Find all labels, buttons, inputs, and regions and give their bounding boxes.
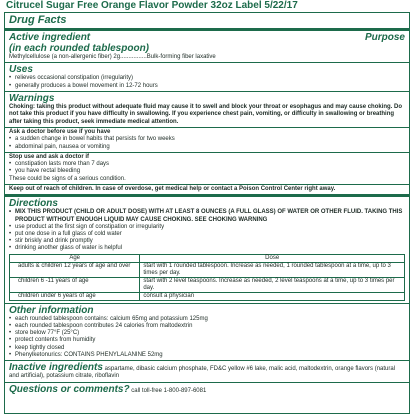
drug-facts-header — [5, 13, 409, 31]
table-header-age: Age — [10, 254, 140, 262]
uses-item: • generally produces a bowel movement in 12-72 hours — [9, 83, 405, 90]
active-ingredient-heading: Active ingredient — [9, 32, 91, 43]
age-cell: children 6 -11 years of age — [10, 277, 140, 292]
inactive-ingredients-section — [5, 361, 409, 383]
uses-section — [5, 63, 409, 91]
active-ingredient-sub: (in each rounded tablespoon) — [9, 43, 150, 54]
directions-section — [5, 197, 409, 303]
drug-facts-panel — [4, 12, 410, 414]
table-row — [10, 262, 405, 277]
age-cell: adults & children 12 years of age and over — [10, 262, 140, 277]
other-info-item: • Phenylketonurics: CONTAINS PHENYLALANINE 52mg — [9, 352, 405, 359]
dose-cell: start with 2 level teaspoons. Increase as needed, 2 level teaspoons at a time, up to 3 times per day. — [140, 277, 405, 292]
directions-item: • MIX THIS PRODUCT (CHILD OR ADULT DOSE) WITH AT LEAST 8 OUNCES (A FULL GLASS) OF WATER OR OTHER FLUID. TAKING THIS PRODUCT WITHOUT ENOUGH LIQUID MAY CAUSE CHOKING. SEE CHOKING WARNING — [9, 209, 405, 223]
inactive-ingredients-text: aspartame, dibasic calcium phosphate, FD&C yellow #6 lake, malic acid, maltodextrin, orange flavors (natural and artificial), potassium citrate, riboflavin — [9, 365, 396, 380]
ask-doctor-heading: Ask a doctor before use if you have — [9, 129, 111, 136]
drug-facts-heading: Drug Facts — [9, 14, 67, 26]
purpose-text: Bulk-forming fiber laxative — [146, 54, 216, 60]
active-ingredient-section — [5, 31, 409, 63]
ask-doctor-section — [5, 128, 409, 153]
ask-doctor-item: • a sudden change in bowel habits that persists for two weeks — [9, 136, 405, 143]
keep-out-section — [5, 185, 409, 197]
ask-doctor-item: • abdominal pain, nausea or vomiting — [9, 144, 405, 151]
directions-item: • use product at the first sign of constipation or irregularity — [9, 224, 405, 231]
other-info-section — [5, 304, 409, 361]
table-header-dose: Dose — [140, 254, 405, 262]
other-info-item: • each rounded tablespoon contributes 24 calories from maltodextrin — [9, 323, 405, 330]
stop-use-heading: Stop use and ask a doctor if — [9, 153, 90, 160]
directions-item: • drinking another glass of water is helpful — [9, 245, 405, 252]
purpose-heading: Purpose — [364, 32, 405, 43]
other-info-item: • store below 77°F (25°C) — [9, 330, 405, 337]
keep-out-warning: Keep out of reach of children. In case of overdose, get medical help or contact a Poison Control Center right away. — [9, 186, 336, 193]
stop-use-section — [5, 153, 409, 185]
directions-item: • put one dose in a full glass of cold water — [9, 231, 405, 238]
other-info-item: • each rounded tablespoon contains: calcium 65mg and potassium 125mg — [9, 316, 405, 323]
inactive-ingredients-heading: Inactive ingredients — [9, 361, 103, 373]
directions-heading: Directions — [9, 198, 58, 210]
page-title: Citrucel Sugar Free Orange Flavor Powder 32oz Label 5/22/17 — [6, 0, 298, 11]
stop-use-item: • you have rectal bleeding — [9, 168, 405, 175]
table-row — [10, 292, 405, 300]
other-info-item: • protect contents from humidity — [9, 337, 405, 344]
uses-item: • relieves occasional constipation (irregularity) — [9, 75, 405, 82]
questions-section — [5, 383, 409, 396]
dose-cell: consult a physician — [140, 292, 405, 300]
dosage-table — [9, 254, 405, 301]
warnings-section — [5, 92, 409, 128]
other-info-item: • keep tightly closed — [9, 345, 405, 352]
stop-use-item: • constipation lasts more than 7 days — [9, 161, 405, 168]
dose-cell: start with 1 rounded tablespoon. Increase as needed, 1 rounded tablespoon at a time, up to 3 times per day. — [140, 262, 405, 277]
leader-dots: ................ — [120, 54, 147, 60]
choking-warning: Choking: taking this product without adequate fluid may cause it to swell and block your throat or esophagus and may cause choking. Do not take this product if you have difficulty in swallowing. If you experience chest pain, vomiting, or difficulty in swallowing or breathing after taking this product, seek immediate medical attention. — [9, 103, 403, 125]
directions-item: • stir briskly and drink promptly — [9, 238, 405, 245]
other-info-heading: Other information — [9, 304, 94, 316]
warnings-heading: Warnings — [9, 92, 55, 104]
uses-heading: Uses — [9, 64, 33, 76]
stop-use-note: These could be signs of a serious condition. — [9, 175, 126, 182]
age-cell: children under 6 years of age — [10, 292, 140, 300]
questions-text: call toll-free 1-800-897-6081 — [131, 387, 207, 394]
questions-heading: Questions or comments? — [9, 383, 130, 395]
table-row — [10, 277, 405, 292]
active-ingredient-line: Methylcellulose (a non-allergenic fiber) 2g — [9, 54, 121, 60]
